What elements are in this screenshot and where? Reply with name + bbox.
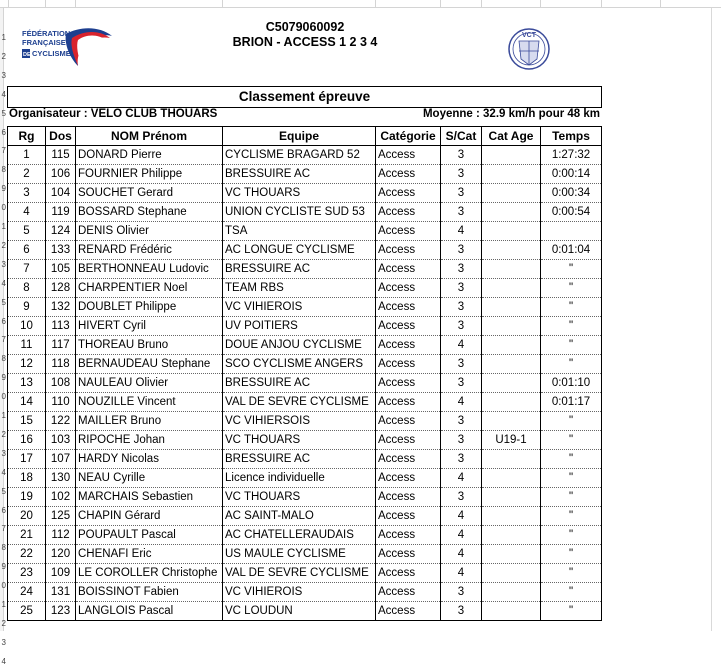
- cell-team: VAL DE SEVRE CYCLISME: [223, 564, 376, 583]
- cell-category: Access: [376, 412, 441, 431]
- cell-subcat: 4: [441, 507, 482, 526]
- cell-bib: 119: [46, 203, 76, 222]
- cell-team: VC THOUARS: [223, 488, 376, 507]
- cell-category: Access: [376, 260, 441, 279]
- row-number: 9: [1, 184, 6, 194]
- cell-age-cat: [482, 602, 541, 621]
- table-row: [8, 355, 602, 374]
- cell-name: NOUZILLE Vincent: [76, 393, 223, 412]
- cell-bib: 118: [46, 355, 76, 374]
- row-number: 3: [1, 259, 6, 269]
- row-number: 2: [1, 51, 6, 61]
- cell-time: 0:00:34: [541, 184, 602, 203]
- cell-subcat: 3: [441, 488, 482, 507]
- cell-team: TEAM RBS: [223, 279, 376, 298]
- row-number: 1: [1, 600, 6, 609]
- row-number: 7: [1, 335, 6, 345]
- row-number: 8: [1, 165, 6, 175]
- row-number: 8: [1, 543, 6, 553]
- cell-team: DOUE ANJOU CYCLISME: [223, 336, 376, 355]
- col-header-team: Equipe: [223, 127, 376, 146]
- row-number: 4: [1, 656, 6, 666]
- cell-team: BRESSUIRE AC: [223, 374, 376, 393]
- race-code: C5079060092: [265, 20, 345, 34]
- cell-team: VC VIHIEROIS: [223, 298, 376, 317]
- cell-team: US MAULE CYCLISME: [223, 545, 376, 564]
- cell-age-cat: U19-1: [482, 431, 541, 450]
- col-header-rank: Rg: [8, 127, 46, 146]
- cell-time: 0:00:54: [541, 203, 602, 222]
- logo-text-line: DE: [23, 52, 31, 58]
- cell-time: 0:01:17: [541, 393, 602, 412]
- cell-bib: 117: [46, 336, 76, 355]
- cell-bib: 132: [46, 298, 76, 317]
- col-header-name: NOM Prénom: [76, 127, 223, 146]
- cell-time: ": [541, 412, 602, 431]
- cell-age-cat: [482, 298, 541, 317]
- cell-subcat: 4: [441, 393, 482, 412]
- cell-time: ": [541, 355, 602, 374]
- cell-age-cat: [482, 526, 541, 545]
- cell-name: FOURNIER Philippe: [76, 165, 223, 184]
- cell-age-cat: [482, 203, 541, 222]
- cell-age-cat: [482, 450, 541, 469]
- cell-rank: 25: [8, 602, 46, 621]
- cell-time: ": [541, 260, 602, 279]
- row-number: 3: [1, 637, 6, 647]
- cell-bib: 105: [46, 260, 76, 279]
- cell-name: BOSSARD Stephane: [76, 203, 223, 222]
- cell-bib: 125: [46, 507, 76, 526]
- cell-bib: 133: [46, 241, 76, 260]
- cell-name: CHAPIN Gérard: [76, 507, 223, 526]
- cell-subcat: 4: [441, 545, 482, 564]
- cell-category: Access: [376, 393, 441, 412]
- row-number: 6: [1, 505, 6, 515]
- cell-rank: 17: [8, 450, 46, 469]
- cell-subcat: 3: [441, 412, 482, 431]
- cell-subcat: 3: [441, 165, 482, 184]
- cell-rank: 11: [8, 336, 46, 355]
- cell-time: [541, 222, 602, 241]
- cell-team: BRESSUIRE AC: [223, 450, 376, 469]
- table-row: [8, 184, 602, 203]
- row-number: 1: [1, 411, 6, 420]
- cell-rank: 9: [8, 298, 46, 317]
- cell-category: Access: [376, 241, 441, 260]
- row-number-gutter: [0, 8, 6, 666]
- row-number: 0: [1, 581, 6, 591]
- cell-age-cat: [482, 222, 541, 241]
- cell-rank: 3: [8, 184, 46, 203]
- row-number: 7: [1, 524, 6, 534]
- table-row: [8, 507, 602, 526]
- cell-team: VC VIHIEROIS: [223, 583, 376, 602]
- row-number: 6: [1, 127, 6, 137]
- col-header-subcat: S/Cat: [441, 127, 482, 146]
- table-row: [8, 545, 602, 564]
- cell-age-cat: [482, 393, 541, 412]
- cell-team: VC THOUARS: [223, 184, 376, 203]
- results-table: [7, 126, 602, 621]
- cell-rank: 21: [8, 526, 46, 545]
- cell-team: AC SAINT-MALO: [223, 507, 376, 526]
- cell-category: Access: [376, 222, 441, 241]
- table-row: [8, 374, 602, 393]
- cell-time: ": [541, 450, 602, 469]
- cell-subcat: 3: [441, 279, 482, 298]
- cell-team: TSA: [223, 222, 376, 241]
- cell-name: CHARPENTIER Noel: [76, 279, 223, 298]
- cell-subcat: 3: [441, 583, 482, 602]
- cell-category: Access: [376, 526, 441, 545]
- cell-name: BOISSINOT Fabien: [76, 583, 223, 602]
- cell-time: 0:01:04: [541, 241, 602, 260]
- cell-rank: 1: [8, 146, 46, 165]
- row-number: 5: [1, 297, 6, 307]
- cell-bib: 128: [46, 279, 76, 298]
- row-number: 7: [1, 146, 6, 156]
- cell-bib: 109: [46, 564, 76, 583]
- cell-team: SCO CYCLISME ANGERS: [223, 355, 376, 374]
- row-number: 1: [1, 33, 6, 42]
- cell-name: RENARD Frédéric: [76, 241, 223, 260]
- table-row: [8, 583, 602, 602]
- cell-rank: 14: [8, 393, 46, 412]
- cell-rank: 10: [8, 317, 46, 336]
- logo-text-line: FRANÇAISE: [22, 38, 66, 47]
- cell-rank: 8: [8, 279, 46, 298]
- cell-name: NAULEAU Olivier: [76, 374, 223, 393]
- row-number: 5: [1, 108, 6, 118]
- cell-time: ": [541, 298, 602, 317]
- cell-bib: 122: [46, 412, 76, 431]
- table-row: [8, 146, 602, 165]
- cell-category: Access: [376, 336, 441, 355]
- cell-bib: 106: [46, 165, 76, 184]
- table-row: [8, 393, 602, 412]
- cell-name: BERTHONNEAU Ludovic: [76, 260, 223, 279]
- cell-bib: 108: [46, 374, 76, 393]
- cell-name: MAILLER Bruno: [76, 412, 223, 431]
- table-row: [8, 564, 602, 583]
- cell-subcat: 3: [441, 431, 482, 450]
- cell-time: ": [541, 602, 602, 621]
- cell-category: Access: [376, 203, 441, 222]
- cell-name: HARDY Nicolas: [76, 450, 223, 469]
- cell-team: Licence individuelle: [223, 469, 376, 488]
- row-number: 4: [1, 467, 6, 477]
- cell-subcat: 3: [441, 241, 482, 260]
- cell-team: AC LONGUE CYCLISME: [223, 241, 376, 260]
- logo-text-line: CYCLISME: [32, 49, 71, 58]
- row-number: 2: [1, 240, 6, 250]
- cell-team: VC LOUDUN: [223, 602, 376, 621]
- cell-bib: 104: [46, 184, 76, 203]
- column-header-strip: [0, 0, 721, 8]
- organizer: Organisateur : VELO CLUB THOUARS: [9, 108, 218, 120]
- cell-age-cat: [482, 317, 541, 336]
- cell-age-cat: [482, 355, 541, 374]
- cell-age-cat: [482, 336, 541, 355]
- cell-subcat: 3: [441, 260, 482, 279]
- cell-name: LE COROLLER Christophe: [76, 564, 223, 583]
- row-number: 6: [1, 316, 6, 326]
- cell-name: DOUBLET Philippe: [76, 298, 223, 317]
- cell-name: THOREAU Bruno: [76, 336, 223, 355]
- cell-category: Access: [376, 583, 441, 602]
- cell-rank: 18: [8, 469, 46, 488]
- cell-category: Access: [376, 488, 441, 507]
- cell-bib: 120: [46, 545, 76, 564]
- cell-name: NEAU Cyrille: [76, 469, 223, 488]
- cell-subcat: 3: [441, 146, 482, 165]
- cell-subcat: 4: [441, 336, 482, 355]
- table-row: [8, 450, 602, 469]
- cell-team: VC THOUARS: [223, 431, 376, 450]
- cell-bib: 110: [46, 393, 76, 412]
- row-number: 2: [1, 618, 6, 628]
- cell-team: VC VIHIERSOIS: [223, 412, 376, 431]
- cell-team: CYCLISME BRAGARD 52: [223, 146, 376, 165]
- cell-subcat: 3: [441, 184, 482, 203]
- row-number: 9: [1, 562, 6, 572]
- cell-age-cat: [482, 374, 541, 393]
- table-row: [8, 222, 602, 241]
- cell-subcat: 3: [441, 203, 482, 222]
- cell-age-cat: [482, 564, 541, 583]
- cell-rank: 5: [8, 222, 46, 241]
- cell-category: Access: [376, 374, 441, 393]
- cell-bib: 112: [46, 526, 76, 545]
- cell-age-cat: [482, 583, 541, 602]
- cell-subcat: 3: [441, 317, 482, 336]
- cell-name: LANGLOIS Pascal: [76, 602, 223, 621]
- cell-category: Access: [376, 545, 441, 564]
- cell-time: ": [541, 279, 602, 298]
- cell-category: Access: [376, 165, 441, 184]
- cell-name: RIPOCHE Johan: [76, 431, 223, 450]
- col-header-age-cat: Cat Age: [482, 127, 541, 146]
- cell-rank: 7: [8, 260, 46, 279]
- table-row: [8, 526, 602, 545]
- row-number: 0: [1, 203, 6, 213]
- cell-bib: 107: [46, 450, 76, 469]
- cell-age-cat: [482, 241, 541, 260]
- table-row: [8, 602, 602, 621]
- cell-name: SOUCHET Gerard: [76, 184, 223, 203]
- cell-time: ": [541, 317, 602, 336]
- cell-name: MARCHAIS Sebastien: [76, 488, 223, 507]
- cell-time: ": [541, 583, 602, 602]
- row-number: 4: [1, 278, 6, 288]
- cell-subcat: 3: [441, 602, 482, 621]
- col-header-time: Temps: [541, 127, 602, 146]
- cell-rank: 15: [8, 412, 46, 431]
- cell-category: Access: [376, 146, 441, 165]
- vct-logo: [507, 25, 551, 73]
- cell-team: BRESSUIRE AC: [223, 165, 376, 184]
- cell-time: ": [541, 564, 602, 583]
- cell-bib: 130: [46, 469, 76, 488]
- average-speed: Moyenne : 32.9 km/h pour 48 km: [422, 108, 600, 120]
- row-number: 9: [1, 373, 6, 383]
- cell-rank: 4: [8, 203, 46, 222]
- row-number: 8: [1, 354, 6, 364]
- cell-time: ": [541, 545, 602, 564]
- cell-age-cat: [482, 469, 541, 488]
- cell-age-cat: [482, 260, 541, 279]
- cell-age-cat: [482, 507, 541, 526]
- logo-text-line: FÉDÉRATION: [22, 29, 71, 38]
- cell-team: AC CHATELLERAUDAIS: [223, 526, 376, 545]
- cell-bib: 115: [46, 146, 76, 165]
- cell-name: CHENAFI Eric: [76, 545, 223, 564]
- cell-name: BERNAUDEAU Stephane: [76, 355, 223, 374]
- cell-time: 0:01:10: [541, 374, 602, 393]
- table-row: [8, 260, 602, 279]
- row-number: 1: [1, 222, 6, 231]
- classification-title: Classement épreuve: [7, 86, 602, 108]
- cell-time: ": [541, 488, 602, 507]
- cell-rank: 16: [8, 431, 46, 450]
- cell-time: 0:00:14: [541, 165, 602, 184]
- row-number: 3: [1, 448, 6, 458]
- cell-time: ": [541, 526, 602, 545]
- race-name: BRION - ACCESS 1 2 3 4: [232, 35, 378, 49]
- cell-rank: 24: [8, 583, 46, 602]
- cell-rank: 13: [8, 374, 46, 393]
- table-row: [8, 412, 602, 431]
- cell-team: VAL DE SEVRE CYCLISME: [223, 393, 376, 412]
- cell-category: Access: [376, 602, 441, 621]
- cell-age-cat: [482, 279, 541, 298]
- cell-category: Access: [376, 450, 441, 469]
- table-row: [8, 241, 602, 260]
- cell-subcat: 3: [441, 374, 482, 393]
- vct-logo-text: VCT: [522, 32, 536, 39]
- cell-bib: 103: [46, 431, 76, 450]
- cell-time: 1:27:32: [541, 146, 602, 165]
- row-number: 5: [1, 486, 6, 496]
- cell-age-cat: [482, 412, 541, 431]
- cell-team: BRESSUIRE AC: [223, 260, 376, 279]
- cell-team: UV POITIERS: [223, 317, 376, 336]
- table-row: [8, 165, 602, 184]
- cell-bib: 102: [46, 488, 76, 507]
- cell-name: POUPAULT Pascal: [76, 526, 223, 545]
- cell-name: DENIS Olivier: [76, 222, 223, 241]
- cell-age-cat: [482, 545, 541, 564]
- cell-rank: 19: [8, 488, 46, 507]
- cell-rank: 20: [8, 507, 46, 526]
- cell-category: Access: [376, 564, 441, 583]
- cell-name: HIVERT Cyril: [76, 317, 223, 336]
- cell-age-cat: [482, 184, 541, 203]
- cell-time: ": [541, 507, 602, 526]
- table-row: [8, 203, 602, 222]
- cell-rank: 12: [8, 355, 46, 374]
- cell-rank: 23: [8, 564, 46, 583]
- cell-subcat: 4: [441, 469, 482, 488]
- cell-bib: 124: [46, 222, 76, 241]
- table-row: [8, 336, 602, 355]
- cell-age-cat: [482, 488, 541, 507]
- cell-category: Access: [376, 507, 441, 526]
- table-row: [8, 298, 602, 317]
- header-row: [8, 127, 602, 146]
- row-number: 2: [1, 429, 6, 439]
- cell-subcat: 3: [441, 355, 482, 374]
- cell-time: ": [541, 336, 602, 355]
- cell-subcat: 3: [441, 450, 482, 469]
- cell-time: ": [541, 431, 602, 450]
- cell-name: DONARD Pierre: [76, 146, 223, 165]
- cell-category: Access: [376, 184, 441, 203]
- cell-time: ": [541, 469, 602, 488]
- cell-category: Access: [376, 317, 441, 336]
- cell-category: Access: [376, 279, 441, 298]
- cell-bib: 113: [46, 317, 76, 336]
- cell-rank: 6: [8, 241, 46, 260]
- cell-category: Access: [376, 355, 441, 374]
- cell-subcat: 4: [441, 526, 482, 545]
- cell-age-cat: [482, 165, 541, 184]
- grid-line: [711, 8, 712, 631]
- cell-team: UNION CYCLISTE SUD 53: [223, 203, 376, 222]
- cell-rank: 2: [8, 165, 46, 184]
- cell-age-cat: [482, 146, 541, 165]
- col-header-category: Catégorie: [376, 127, 441, 146]
- cell-bib: 131: [46, 583, 76, 602]
- row-number: 0: [1, 392, 6, 402]
- table-row: [8, 469, 602, 488]
- table-row: [8, 279, 602, 298]
- cell-category: Access: [376, 298, 441, 317]
- cell-category: Access: [376, 469, 441, 488]
- col-header-bib: Dos: [46, 127, 76, 146]
- table-row: [8, 488, 602, 507]
- table-row: [8, 431, 602, 450]
- table-row: [8, 317, 602, 336]
- cell-rank: 22: [8, 545, 46, 564]
- cell-subcat: 4: [441, 222, 482, 241]
- ffc-logo: [20, 24, 116, 68]
- cell-bib: 123: [46, 602, 76, 621]
- row-number: 4: [1, 89, 6, 99]
- cell-category: Access: [376, 431, 441, 450]
- row-number: 3: [1, 70, 6, 80]
- cell-subcat: 4: [441, 564, 482, 583]
- cell-subcat: 3: [441, 298, 482, 317]
